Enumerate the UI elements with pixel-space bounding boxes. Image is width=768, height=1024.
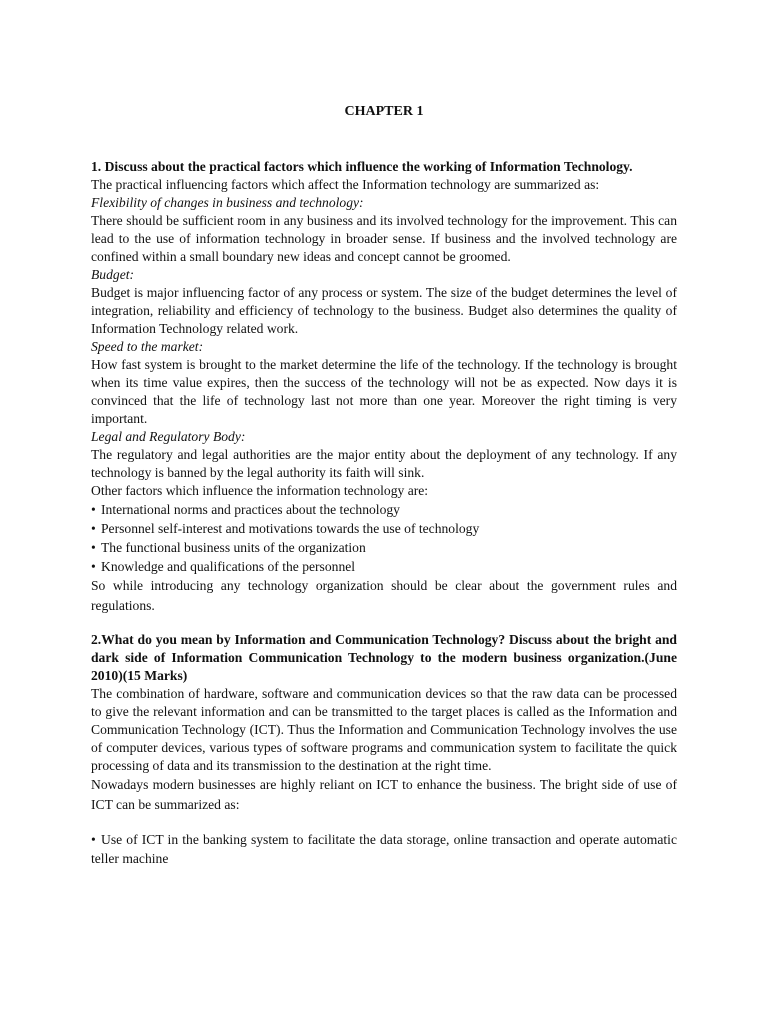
section-spacer bbox=[91, 815, 677, 830]
section-flexibility-text: There should be sufficient room in any business and its involved technology for the improvement. This can lead to the use of information technology in broader sense. If business and the involved technology are confined within a small boundary new ideas and concept cannot be groomed. bbox=[91, 213, 677, 264]
list-item-text: The functional business units of the organization bbox=[101, 540, 366, 555]
section-legal-title: Legal and Regulatory Body: bbox=[91, 429, 246, 444]
bullet-icon: • bbox=[91, 502, 96, 517]
bullet-icon: • bbox=[91, 559, 96, 574]
list-item-text: Knowledge and qualifications of the personnel bbox=[101, 559, 356, 574]
question-2-paragraph-2: Nowadays modern businesses are highly reliant on ICT to enhance the business. The bright side of use of ICT can be summarized as: bbox=[91, 777, 677, 812]
section-speed-title: Speed to the market: bbox=[91, 339, 204, 354]
section-speed-text: How fast system is brought to the market determine the life of the technology. If the technology is brought when its time value expires, then the success of the technology will not be as expected. Now days it is convinced that the life of technology last not more than one year. Moreover the right timing is very important. bbox=[91, 357, 677, 426]
bullet-icon: • bbox=[91, 521, 96, 536]
section-legal-text: The regulatory and legal authorities are the major entity about the deployment of any technology. If any technology is banned by the legal authority its faith will sink. bbox=[91, 447, 677, 480]
list-item-text: International norms and practices about the technology bbox=[101, 502, 400, 517]
list-item-text: Personnel self-interest and motivations towards the use of technology bbox=[101, 521, 480, 536]
section-flexibility-title: Flexibility of changes in business and technology: bbox=[91, 195, 364, 210]
section-budget-text: Budget is major influencing factor of any process or system. The size of the budget determines the level of integration, reliability and efficiency of technology to the business. Budget also determines the quality of Information Technology related work. bbox=[91, 285, 677, 336]
document-page bbox=[91, 103, 677, 868]
list-item bbox=[91, 500, 677, 519]
list-item bbox=[91, 557, 677, 576]
list-item bbox=[91, 830, 677, 868]
bullet-icon: • bbox=[91, 540, 96, 555]
list-item bbox=[91, 538, 677, 557]
list-item bbox=[91, 519, 677, 538]
section-spacer bbox=[91, 616, 677, 631]
other-factors-intro: Other factors which influence the information technology are: bbox=[91, 483, 429, 498]
question-1-conclusion: So while introducing any technology organization should be clear about the government rules and regulations. bbox=[91, 578, 677, 613]
question-1-heading: 1. Discuss about the practical factors which influence the working of Information Technology. bbox=[91, 159, 633, 174]
section-budget-title: Budget: bbox=[91, 267, 135, 282]
question-2-paragraph-1: The combination of hardware, software and communication devices so that the raw data can be processed to give the relevant information and can be transmitted to the target places is called as the Information and Communication Technology (ICT). Thus the Information and Communication Technology involves the use of computer devices, various types of software programs and communication system to facilitate the quick processing of data and its transmission to the destination at the right time. bbox=[91, 686, 677, 773]
question-1-intro: The practical influencing factors which affect the Information technology are summarized as: bbox=[91, 177, 600, 192]
question-2-heading: 2.What do you mean by Information and Communication Technology? Discuss about the bright and dark side of Information Communication Technology to the modern business organization.(June 2010)(15 Marks) bbox=[91, 632, 677, 683]
bullet-icon: • bbox=[91, 832, 96, 847]
list-item-text: Use of ICT in the banking system to facilitate the data storage, online transaction and operate automatic teller machine bbox=[91, 832, 677, 866]
chapter-title: CHAPTER 1 bbox=[344, 104, 424, 119]
